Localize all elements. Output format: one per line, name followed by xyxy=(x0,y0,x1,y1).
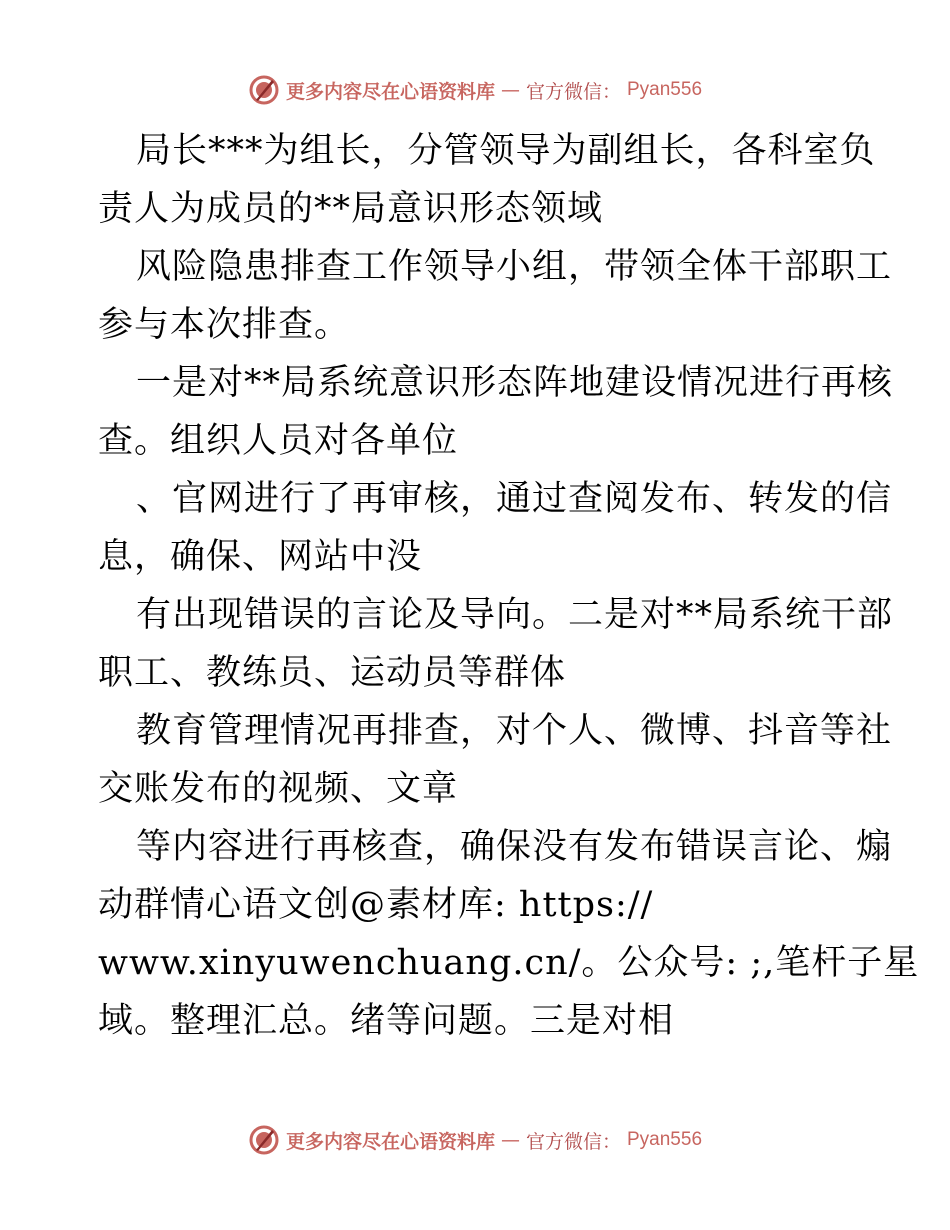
text-line: 教育管理情况再排查，对个人、微博、抖音等社 xyxy=(136,711,893,751)
text-line: 动群情心语文创@素材库: https:// xyxy=(98,885,654,925)
text-line: 风险隐患排查工作领导小组，带领全体干部职工 xyxy=(136,247,893,287)
text-line: 有出现错误的言论及导向。二是对**局系统干部 xyxy=(136,595,894,635)
footer-banner xyxy=(0,1120,950,1160)
banner-separator: — xyxy=(500,79,520,101)
text-line: 职工、教练员、运动员等群体 xyxy=(98,653,567,693)
text-line: 域。整理汇总。绪等问题。三是对相 xyxy=(98,1001,675,1041)
banner-wechat-label: 官方微信： xyxy=(525,80,621,103)
text-line: 交账发布的视频、文章 xyxy=(98,769,459,809)
text-line: 责人为成员的**局意识形态领域 xyxy=(98,189,604,229)
text-line: 局长***为组长，分管领导为副组长，各科室负 xyxy=(136,131,876,171)
quill-logo-icon xyxy=(248,1124,280,1156)
text-line: 一是对**局系统意识形态阵地建设情况进行再核 xyxy=(136,363,894,403)
banner-wechat-id: Pyan556 xyxy=(627,1129,703,1150)
banner-separator: — xyxy=(500,1129,520,1151)
text-line: 查。组织人员对各单位 xyxy=(98,421,459,461)
banner-wechat-id: Pyan556 xyxy=(627,79,703,100)
document-body xyxy=(98,122,920,1050)
text-line: www.xinyuwenchuang.cn/。公众号: ;,笔杆子星 xyxy=(98,943,920,983)
banner-wechat-label: 官方微信： xyxy=(525,1130,621,1153)
header-banner xyxy=(0,70,950,110)
text-line: 等内容进行再核查，确保没有发布错误言论、煽 xyxy=(136,827,893,867)
banner-title: 更多内容尽在心语资料库 xyxy=(285,80,495,103)
text-line: 、官网进行了再审核，通过查阅发布、转发的信 xyxy=(136,479,893,519)
quill-logo-icon xyxy=(248,74,280,106)
banner-title: 更多内容尽在心语资料库 xyxy=(285,1130,495,1153)
text-line: 参与本次排查。 xyxy=(98,305,351,345)
text-line: 息，确保、网站中没 xyxy=(98,537,423,577)
